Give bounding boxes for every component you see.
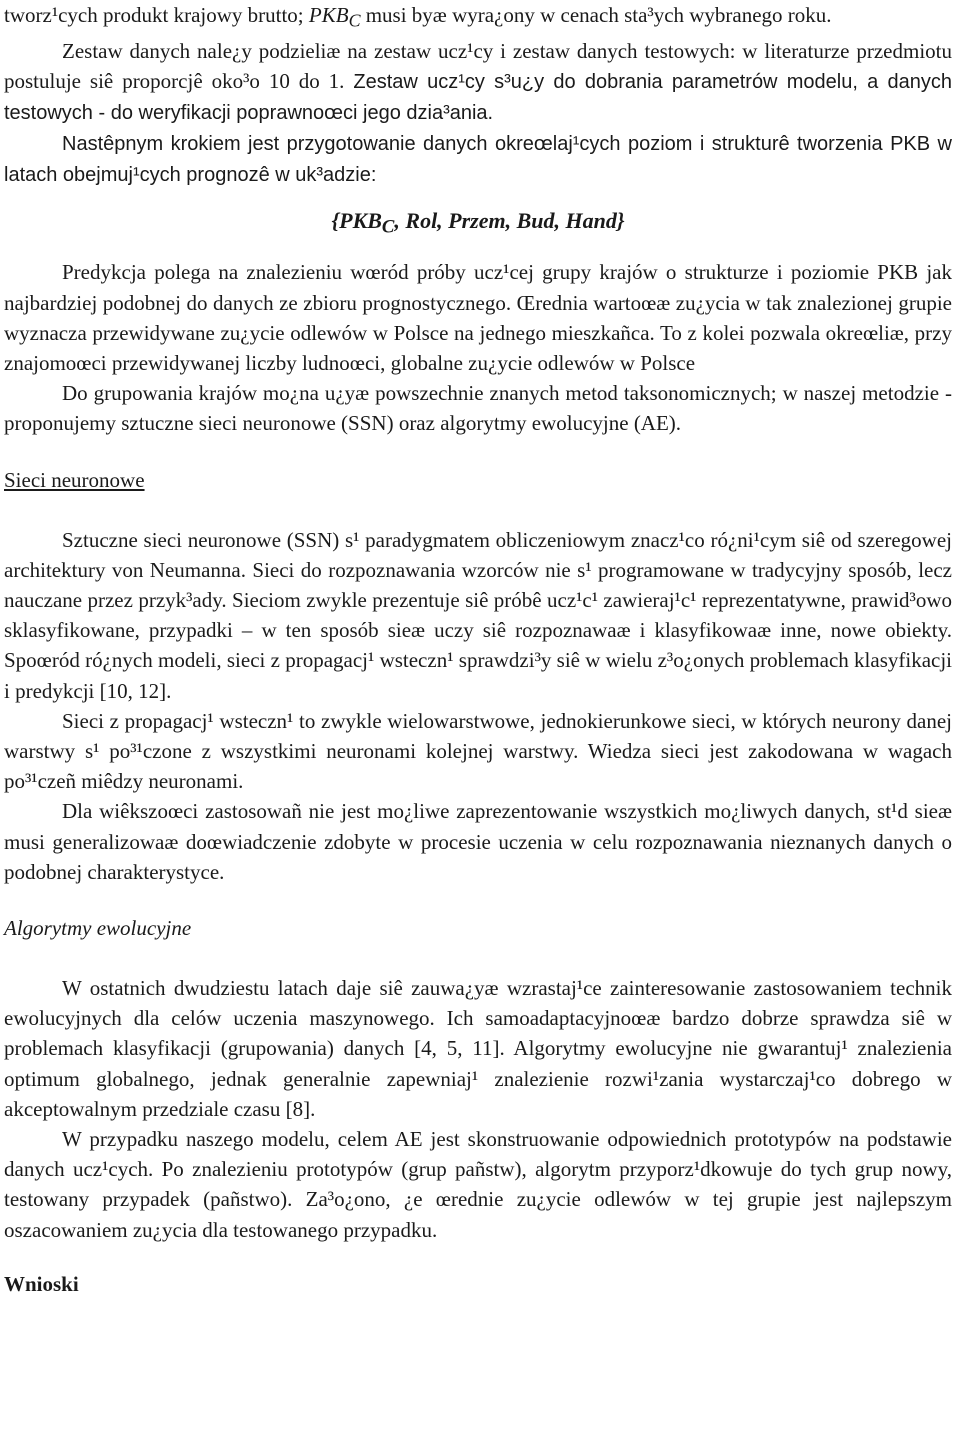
paragraph-text: W ostatnich dwudziestu latach daje siê zauwa¿yæ wzrastaj¹ce zainteresowanie zastosowaniem technik ewolucyjnych dla celów uczenia maszynowego. Ich samoadaptacyjnoœæ bardzo dobrze sprawdza siê w problemach klasyfikacji (grupowania) danych [4, 5, 11]. Algorytmy ewolucyjne nie gwarantuj¹ znalezienia optimum globalnego, jednak generalnie zapewniaj¹ znalezienie rozwi¹zania wystarczaj¹co dobrego w akceptowalnym przedziale czasu [8]. bbox=[4, 976, 952, 1121]
paragraph-evolutionary-intro bbox=[4, 973, 952, 1124]
paragraph-dataset-split bbox=[4, 36, 952, 129]
section-heading-conclusions: Wnioski bbox=[4, 1271, 79, 1296]
paragraph-ssn-intro bbox=[4, 525, 952, 706]
pkb-subscript: C bbox=[348, 10, 361, 31]
paragraph-grouping bbox=[4, 378, 952, 438]
formula-pkb-subscript: C bbox=[381, 216, 395, 238]
paragraph-generalization bbox=[4, 796, 952, 887]
document-page bbox=[4, 0, 952, 1299]
formula-close-brace: } bbox=[616, 207, 625, 233]
paragraph-text: Sieci z propagacj¹ wsteczn¹ to zwykle wielowarstwowe, jednokierunkowe sieci, w których neurony danej warstwy s¹ po³¹czone z wszystkimi neuronami kolejnej warstwy. Wiedza sieci jest zakodowana w wagach po³¹czeñ miêdzy neuronami. bbox=[4, 708, 952, 794]
formula-data-layout bbox=[4, 205, 952, 244]
formula-open-brace: { bbox=[331, 207, 340, 233]
paragraph-text-sans: Zestaw ucz¹cy s³u¿y do dobrania parametrów modelu, a danych testowych - do weryfikacji poprawnoœci jego dzia³ania. bbox=[4, 70, 952, 125]
paragraph-text: Zestaw danych nale¿y podzieliæ na zestaw ucz¹cy i zestaw danych testowych: w literaturze przedmiotu postuluje siê proporcjê oko³o 10 do 1. bbox=[4, 38, 952, 93]
paragraph-text: Sztuczne sieci neuronowe (SSN) s¹ paradygmatem obliczeniowym znacz¹co ró¿ni¹cym siê od szeregowej architektury von Neumanna. Sieci do rozpoznawania wzorców nie s¹ programowane w tradycyjny sposób, lecz nauczane przez przyk³ady. Sieciom zwykle prezentuje siê próbê ucz¹c¹ zawieraj¹c¹ reprezentatywne, prawid³owo sklasyfikowane, przypadki – w ten sposób sieæ uczy siê rozpoznawaæ i klasyfikowaæ inne, nowe obiekty. Spoœród ró¿nych modeli, sieci z propagacj¹ wsteczn¹ sprawdzi³y siê w wielu z³o¿onych problemach klasyfikacji i predykcji [10, 12]. bbox=[4, 527, 952, 703]
paragraph-prediction bbox=[4, 257, 952, 378]
section-heading-evolutionary: Algorytmy ewolucyjne bbox=[4, 916, 192, 940]
paragraph-text: W przypadku naszego modelu, celem AE jest skonstruowanie odpowiednich prototypów na podstawie danych ucz¹cych. Po znalezieniu prototypów (grup pañstw), algorytm przyporz¹dkowuje do tych grup nowy, testowany przypadek (pañstwo). Za³o¿ono, ¿e œrednie zu¿ycie odlewów w tej grupie jest najlepszym oszacowaniem zu¿ycia dla testowanego przypadku. bbox=[4, 1127, 952, 1242]
paragraph-text: tworz¹cych produkt krajowy brutto; bbox=[4, 3, 309, 27]
section-heading-neural-networks: Sieci neuronowe bbox=[4, 467, 145, 492]
paragraph-text: Dla wiêkszoœci zastosowañ nie jest mo¿liwe zaprezentowanie wszystkich mo¿liwych danych, st¹d sieæ musi generalizowaæ doœwiadczenie zdobyte w procesie uczenia w celu rozpoznawania nieznanych danych o podobnej charakterystyce. bbox=[4, 799, 952, 884]
paragraph-backprop bbox=[4, 706, 952, 797]
paragraph-model-ae bbox=[4, 1124, 952, 1245]
paragraph-text: Do grupowania krajów mo¿na u¿yæ powszechnie znanych metod taksonomicznych; w naszej metodzie - proponujemy sztuczne sieci neuronowe (SSN) oraz algorytmy ewolucyjne (AE). bbox=[4, 381, 952, 436]
paragraph-next-step bbox=[4, 128, 952, 190]
paragraph-text: musi byæ wyra¿ony w cenach sta³ych wybranego roku. bbox=[360, 3, 832, 27]
paragraph-intro-continuation bbox=[4, 0, 952, 36]
pkb-symbol: PKBC bbox=[308, 3, 361, 31]
formula-pkb: PKB bbox=[339, 207, 382, 233]
formula-variables: , Rol, Przem, Bud, Hand bbox=[394, 207, 617, 233]
paragraph-text-sans: Nastêpnym krokiem jest przygotowanie danych okreœlaj¹cych poziom i strukturê tworzenia PKB w latach obejmuj¹cych prognozê w uk³adzie: bbox=[4, 133, 952, 187]
paragraph-text: Predykcja polega na znalezieniu wœród próby ucz¹cej grupy krajów o strukturze i poziomie PKB jak najbardziej podobnej do danych ze zbioru prognostycznego. Œrednia wartoœæ zu¿ycia w tak znalezionej grupie wyznacza przewidywane zu¿ycie odlewów w Polsce na jednego mieszkañca. To z kolei pozwala okreœliæ, przy znajomoœci przewidywanej liczby ludnoœci, globalne zu¿ycie odlewów w Polsce bbox=[4, 260, 952, 375]
